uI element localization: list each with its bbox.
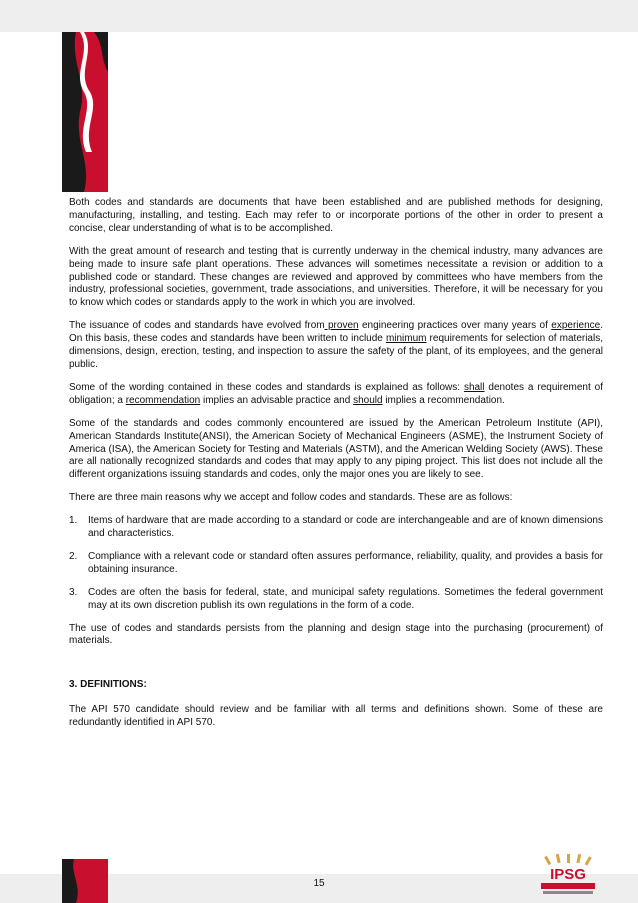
page-number: 15 [313, 878, 325, 889]
paragraph-definitions: The API 570 candidate should review and be familiar with all terms and definitions shown. Some of these are redundantly identified in API 570. [69, 704, 603, 729]
logo-rays [544, 854, 592, 866]
paragraph-wording: Some of the wording contained in these codes and standards is explained as follows: shall denotes a requirement of obligation; a recommendation implies an advisable practice and should implies a recommendation. [69, 381, 603, 406]
reasons-list [69, 515, 603, 612]
red-black-strip-bottom [62, 859, 108, 903]
underlined-recommendation: recommendation [125, 394, 201, 406]
paragraph-organizations: Some of the standards and codes commonly encountered are issued by the American Petroleum Institute (API), American Standards Institute(ANSI), the American Society of Mechanical Engineers (ASME), the Instrument Society of America (ISA), the American Society for Testing and Materials (ASTM), and the American Welding Society (AWS). These are all nationally recognized standards and codes that may apply to any piping project. This list does not include all the different organizations issuing standards and codes, only the major ones you are likely to see. [69, 417, 603, 481]
red-black-flame-strip [62, 32, 108, 192]
ipsg-logo [537, 854, 599, 898]
document-body [69, 197, 603, 740]
underlined-minimum: minimum [385, 333, 427, 345]
list-item: 3. Codes are often the basis for federal, state, and municipal safety regulations. Sometimes the federal government may at its own discretion publish its own regulations in the form of a code. [69, 586, 603, 611]
svg-text:IPSG: IPSG [550, 866, 586, 883]
paragraph-intro: Both codes and standards are documents that have been established and are published methods for designing, manufacturing, installing, and testing. Each may refer to or incorporate portions of the other in order to present a concise, clear understanding of what is to be accomplished. [69, 197, 603, 234]
underlined-experience: experience [551, 320, 601, 332]
section-heading: 3. DEFINITIONS: [69, 679, 147, 691]
underlined-proven: proven [324, 320, 359, 332]
paragraph-issuance: The issuance of codes and standards have evolved from proven engineering practices over many years of experience. On this basis, these codes and standards have been written to include minimum requirements for selection of materials, dimensions, design, erection, testing, and inspection to assure the safety of the plant, of its employees, and the general public. [69, 320, 603, 370]
paragraph-advances: With the great amount of research and testing that is currently underway in the chemical industry, many advances are being made to insure safe plant operations. These advances will sometimes necessitate a revision or addition to a published code or standard. These changes are reviewed and approved by committees who have members from the industry, professional societies, government, trade associations, and universities. Therefore, it will be necessary for you to know which codes or standards apply to the work in which you are involved. [69, 245, 603, 309]
document-page [0, 32, 638, 889]
list-item: 1. Items of hardware that are made according to a standard or code are interchangeable and are of known dimensions and characteristics. [69, 515, 603, 540]
underlined-should: should [353, 394, 383, 406]
list-item: 2. Compliance with a relevant code or standard often assures performance, reliability, quality, and provides a basis for obtaining insurance. [69, 550, 603, 575]
underlined-shall: shall [463, 381, 485, 393]
paragraph-reasons-intro: There are three main reasons why we accept and follow codes and standards. These are as follows: [69, 492, 513, 504]
paragraph-procurement: The use of codes and standards persists from the planning and design stage into the purchasing (procurement) of materials. [69, 622, 603, 647]
